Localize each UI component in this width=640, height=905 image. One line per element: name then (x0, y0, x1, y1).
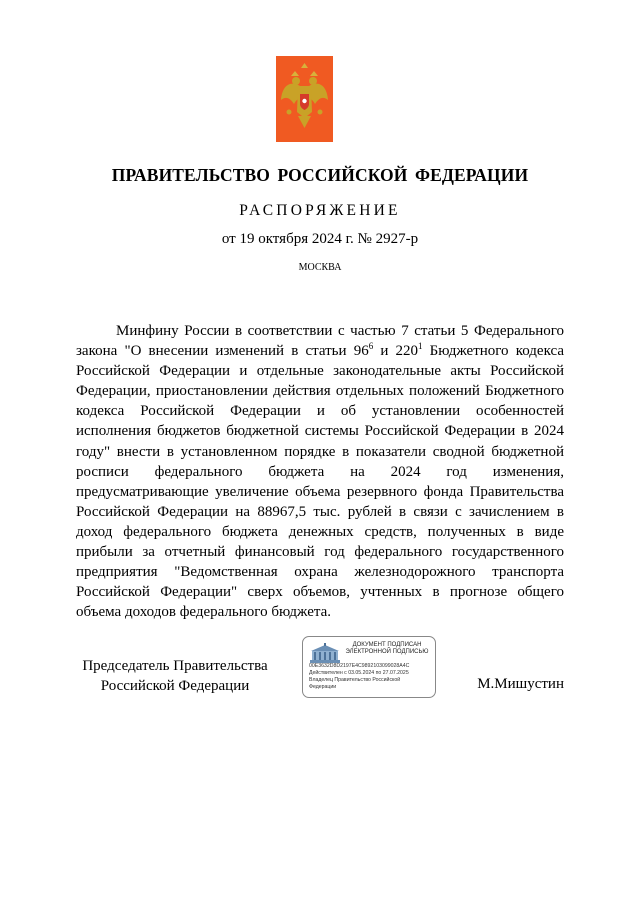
government-building-icon (310, 643, 340, 663)
stamp-title (341, 642, 433, 657)
certificate-owner: Федерации (309, 684, 337, 690)
signer-position (60, 657, 290, 696)
signer-position-line: Российской Федерации (100, 677, 250, 694)
document-date-number: от 19 октября 2024 г. № 2927-р (221, 231, 419, 247)
order-body-text (76, 321, 564, 622)
double-headed-eagle-icon (276, 56, 333, 142)
stamp-details (309, 663, 433, 691)
certificate-owner: Владелец Правительство Российской (309, 677, 401, 683)
state-emblem (276, 56, 333, 142)
body-text-part: и 220 (373, 343, 419, 360)
body-text-part: Минфину России в соответствии с частью 7 статьи 5 Федерального закона "О внесении изменений в статьи 96 (76, 323, 564, 360)
certificate-validity: Действителен с 03.05.2024 по 27.07.2025 (309, 670, 409, 676)
stamp-title-line: ЭЛЕКТРОННОЙ ПОДПИСЬЮ (345, 649, 429, 656)
article-superscript: 6 (368, 341, 374, 352)
government-title: ПРАВИТЕЛЬСТВО РОССИЙСКОЙ ФЕДЕРАЦИИ (111, 165, 529, 185)
electronic-signature-stamp (302, 636, 436, 698)
signer-position-line: Председатель Правительства (82, 658, 268, 674)
certificate-serial: 00E3632D8D2197E4C9892103099028A4C (309, 663, 410, 669)
document-type: РАСПОРЯЖЕНИЕ (239, 202, 401, 219)
body-text-part: Бюджетного кодекса Российской Федерации и отдельные законодательные акты Российской Федерации, приостановлении действия отдельных положений Бюджетного кодекса Российской Федерации и об установлении особенностей исполнения бюджетов бюджетной системы Российской Федерации в 2024 году" внести в установленном порядке в показатели сводной бюджетной росписи федерального бюджета на 2024 год изменения, предусматривающие увеличение объема резервного фонда Правительства Российской Федерации на 88967,5 тыс. рублей в связи с зачислением в доход федерального бюджета денежных средств, полученных в виде прибыли за отчетный финансовый год федерального государственного предприятия "Ведомственная охрана железнодорожного транспорта Российской Федерации" сверх объемов, учтенных в прогнозе общего объема доходов федерального бюджета. (76, 343, 564, 621)
stamp-title-line: ДОКУМЕНТ ПОДПИСАН (352, 642, 422, 648)
signer-name: М.Мишустин (477, 676, 564, 692)
document-city: МОСКВА (298, 262, 342, 273)
article-superscript: 1 (418, 341, 423, 352)
